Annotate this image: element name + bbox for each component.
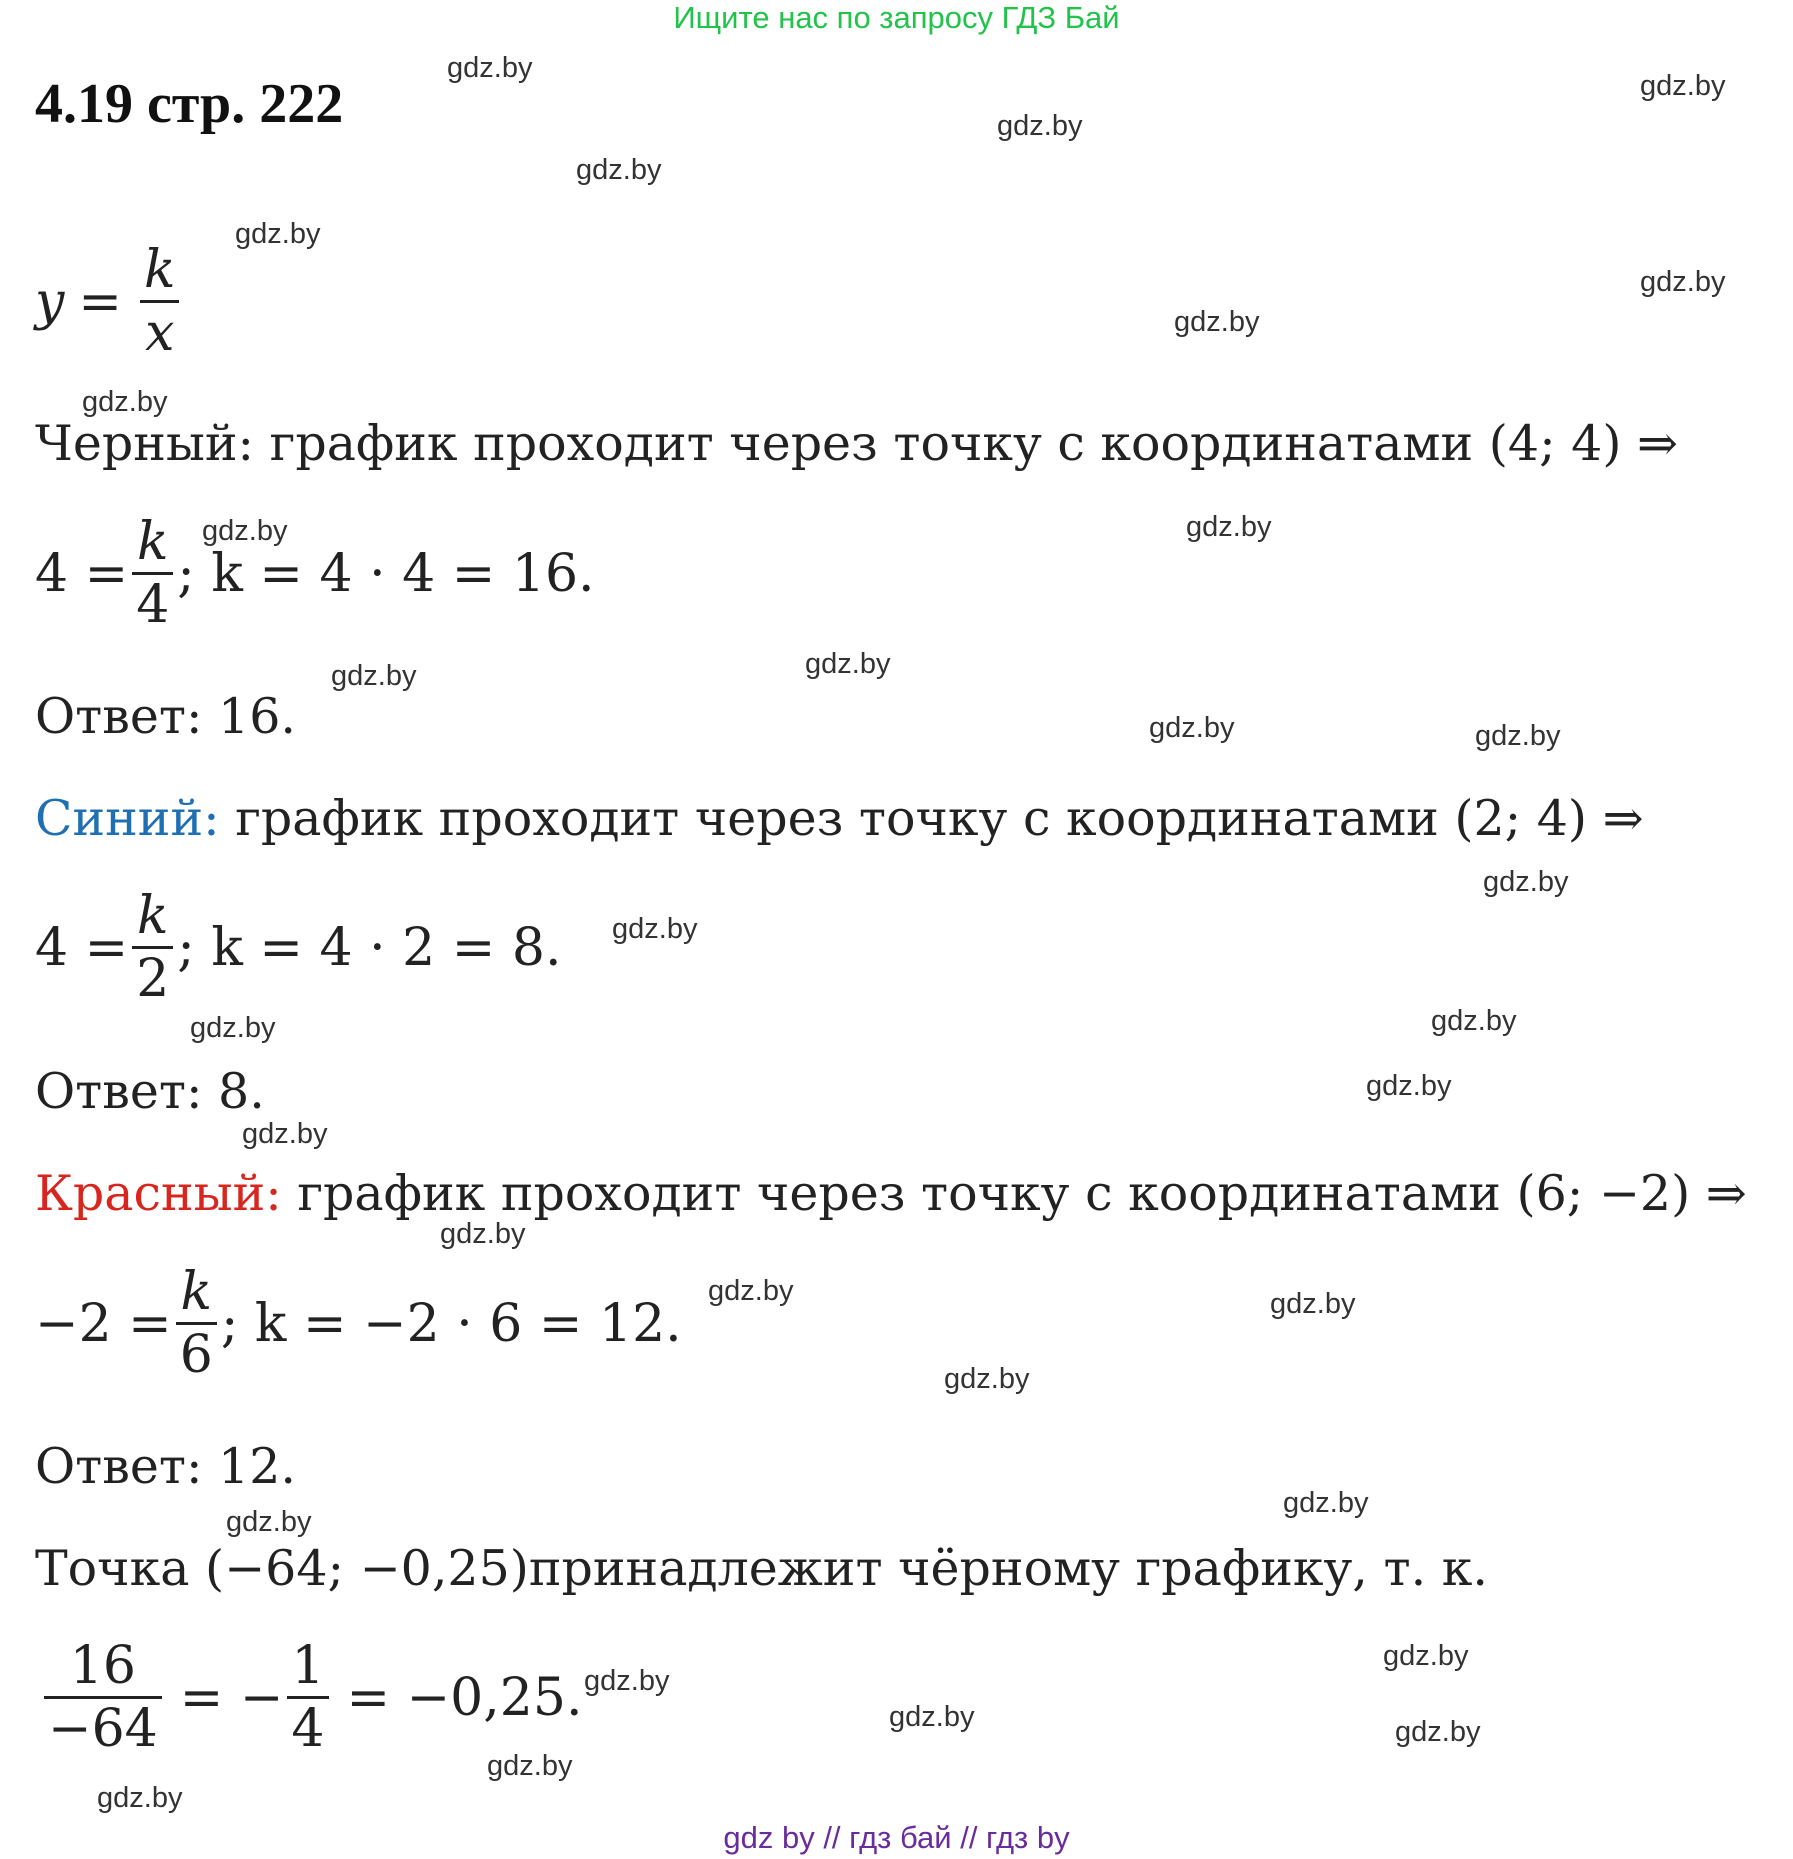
watermark: gdz.by <box>1283 1487 1369 1519</box>
watermark: gdz.by <box>440 1218 526 1250</box>
watermark: gdz.by <box>242 1118 328 1150</box>
watermark: gdz.by <box>584 1665 670 1697</box>
watermark: gdz.by <box>1270 1288 1356 1320</box>
watermark: gdz.by <box>1640 70 1726 102</box>
formula-eq: = <box>78 271 122 332</box>
fraction-denominator: 4 <box>291 1699 325 1759</box>
fraction-denominator: −64 <box>48 1699 158 1759</box>
watermark: gdz.by <box>997 110 1083 142</box>
black-fraction <box>132 512 173 635</box>
fraction-numerator: k <box>136 886 169 946</box>
formula-fraction <box>140 240 180 363</box>
blue-fraction <box>132 886 173 1009</box>
formula-y: y <box>35 271 65 332</box>
blue-answer: Ответ: 8. <box>35 1063 265 1120</box>
watermark: gdz.by <box>82 386 168 418</box>
black-answer: Ответ: 16. <box>35 688 296 745</box>
footer-links: gdz by // гдз бай // гдз by <box>723 1820 1070 1855</box>
watermark: gdz.by <box>1366 1070 1452 1102</box>
search-banner: Ищите нас по запросу ГДЗ Бай <box>673 0 1120 35</box>
black-text: график проходит через точку с координатами (4; 4) ⇒ <box>269 415 1679 472</box>
fraction-numerator: k <box>143 240 176 300</box>
watermark: gdz.by <box>202 515 288 547</box>
black-equation <box>35 512 595 635</box>
red-equation <box>35 1262 682 1385</box>
red-fraction <box>176 1262 217 1385</box>
point-rest: = −0,25. <box>346 1667 583 1728</box>
black-label: Черный: <box>35 415 255 472</box>
watermark: gdz.by <box>97 1782 183 1814</box>
watermark: gdz.by <box>1149 712 1235 744</box>
red-text: график проходит через точку с координатами (6; −2) ⇒ <box>297 1165 1747 1222</box>
watermark: gdz.by <box>1483 866 1569 898</box>
point-fraction-1 <box>44 1636 162 1759</box>
fraction-denominator: x <box>145 303 175 363</box>
watermark: gdz.by <box>190 1012 276 1044</box>
watermark: gdz.by <box>708 1275 794 1307</box>
fraction-denominator: 4 <box>136 575 170 635</box>
watermark: gdz.by <box>487 1750 573 1782</box>
blue-label: Синий: <box>35 790 220 847</box>
watermark: gdz.by <box>576 154 662 186</box>
fraction-numerator: 16 <box>69 1636 136 1696</box>
blue-text: график проходит через точку с координатами (2; 4) ⇒ <box>235 790 1644 847</box>
fraction-denominator: 2 <box>136 949 170 1009</box>
blue-rest: ; k = 4 · 2 = 8. <box>177 917 562 978</box>
point-equation <box>40 1636 583 1759</box>
blue-lhs: 4 = <box>35 917 129 978</box>
watermark: gdz.by <box>1431 1005 1517 1037</box>
red-rest: ; k = −2 · 6 = 12. <box>220 1293 682 1354</box>
main-formula <box>35 240 183 363</box>
blue-equation <box>35 886 561 1009</box>
black-rest: ; k = 4 · 4 = 16. <box>177 543 595 604</box>
blue-line <box>35 790 1644 848</box>
watermark: gdz.by <box>1174 306 1260 338</box>
fraction-numerator: k <box>136 512 169 572</box>
point-fraction-2 <box>287 1636 328 1759</box>
black-line <box>35 415 1678 473</box>
page-title: 4.19 стр. 222 <box>35 73 344 135</box>
red-lhs: −2 = <box>35 1293 172 1354</box>
watermark: gdz.by <box>1640 266 1726 298</box>
red-answer: Ответ: 12. <box>35 1438 296 1495</box>
watermark: gdz.by <box>235 218 321 250</box>
red-label: Красный: <box>35 1165 282 1222</box>
watermark: gdz.by <box>331 660 417 692</box>
watermark: gdz.by <box>447 52 533 84</box>
watermark: gdz.by <box>612 913 698 945</box>
watermark: gdz.by <box>805 648 891 680</box>
black-lhs: 4 = <box>35 543 129 604</box>
watermark: gdz.by <box>226 1506 312 1538</box>
fraction-numerator: k <box>180 1262 213 1322</box>
watermark: gdz.by <box>889 1701 975 1733</box>
watermark: gdz.by <box>1475 720 1561 752</box>
point-eq1: = − <box>179 1667 284 1728</box>
fraction-numerator: 1 <box>291 1636 325 1696</box>
watermark: gdz.by <box>1186 511 1272 543</box>
watermark: gdz.by <box>1395 1716 1481 1748</box>
watermark: gdz.by <box>944 1363 1030 1395</box>
red-line <box>35 1165 1747 1223</box>
watermark: gdz.by <box>1383 1640 1469 1672</box>
point-statement: Точка (−64; −0,25)принадлежит чёрному графику, т. к. <box>35 1540 1488 1597</box>
fraction-denominator: 6 <box>179 1325 213 1385</box>
